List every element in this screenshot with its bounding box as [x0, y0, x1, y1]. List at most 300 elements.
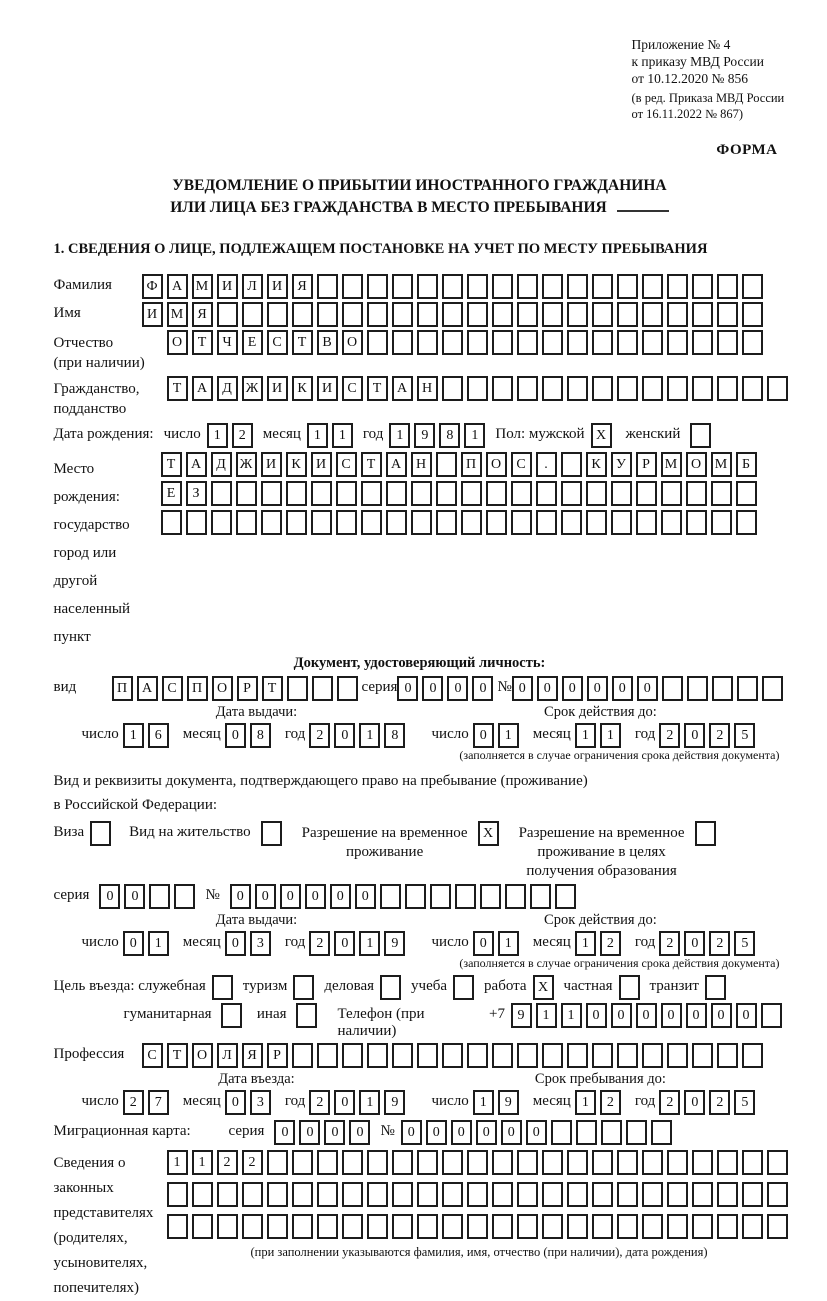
char-box[interactable] [317, 1214, 338, 1239]
char-box[interactable]: А [186, 452, 207, 477]
char-box[interactable] [567, 376, 588, 401]
char-box[interactable] [711, 510, 732, 535]
char-box[interactable] [617, 1214, 638, 1239]
char-box[interactable]: 0 [711, 1003, 732, 1028]
char-box[interactable] [486, 481, 507, 506]
char-box[interactable]: 1 [359, 1090, 380, 1115]
char-box[interactable] [380, 975, 401, 1000]
char-box[interactable] [367, 1182, 388, 1207]
char-box[interactable]: Ч [217, 330, 238, 355]
char-box[interactable] [551, 1120, 572, 1145]
char-box[interactable] [592, 376, 613, 401]
char-box[interactable]: 0 [473, 723, 494, 748]
char-box[interactable]: 1 [148, 931, 169, 956]
char-box[interactable] [367, 302, 388, 327]
char-box[interactable] [717, 274, 738, 299]
char-box[interactable] [442, 376, 463, 401]
char-box[interactable] [592, 1043, 613, 1068]
char-box[interactable]: 9 [384, 931, 405, 956]
sex-female-checkbox[interactable] [690, 423, 715, 448]
char-box[interactable] [467, 274, 488, 299]
char-box[interactable]: 0 [472, 676, 493, 701]
char-box[interactable] [342, 1150, 363, 1175]
char-box[interactable]: 0 [324, 1120, 345, 1145]
char-box[interactable] [561, 510, 582, 535]
char-box[interactable] [617, 330, 638, 355]
char-box[interactable]: 0 [225, 1090, 246, 1115]
char-box[interactable]: С [267, 330, 288, 355]
char-box[interactable] [380, 884, 401, 909]
char-box[interactable] [561, 452, 582, 477]
char-box[interactable]: А [386, 452, 407, 477]
char-box[interactable]: Е [161, 481, 182, 506]
char-box[interactable] [417, 274, 438, 299]
char-box[interactable] [417, 1150, 438, 1175]
char-box[interactable]: 0 [349, 1120, 370, 1145]
char-box[interactable] [492, 302, 513, 327]
char-box[interactable] [717, 330, 738, 355]
char-box[interactable] [217, 302, 238, 327]
char-box[interactable]: 2 [242, 1150, 263, 1175]
char-box[interactable] [761, 1003, 782, 1028]
char-box[interactable]: 0 [637, 676, 658, 701]
char-box[interactable]: Ф [142, 274, 163, 299]
char-box[interactable]: 0 [274, 1120, 295, 1145]
char-box[interactable] [767, 1182, 788, 1207]
char-box[interactable] [337, 676, 358, 701]
char-box[interactable]: 2 [309, 723, 330, 748]
char-box[interactable]: 1 [332, 423, 353, 448]
char-box[interactable]: 5 [734, 1090, 755, 1115]
char-box[interactable] [261, 481, 282, 506]
char-box[interactable] [287, 676, 308, 701]
char-box[interactable]: 5 [734, 723, 755, 748]
char-box[interactable] [542, 376, 563, 401]
char-box[interactable] [436, 481, 457, 506]
char-box[interactable]: Т [292, 330, 313, 355]
char-box[interactable] [611, 510, 632, 535]
char-box[interactable] [221, 1003, 242, 1028]
char-box[interactable] [692, 302, 713, 327]
char-box[interactable] [317, 302, 338, 327]
char-box[interactable] [592, 1182, 613, 1207]
purpose-tourism-checkbox[interactable] [293, 975, 318, 1000]
char-box[interactable] [336, 481, 357, 506]
title-blank-line[interactable] [617, 210, 669, 212]
char-box[interactable]: 0 [537, 676, 558, 701]
char-box[interactable] [542, 1150, 563, 1175]
char-box[interactable] [586, 481, 607, 506]
char-box[interactable] [692, 1214, 713, 1239]
char-box[interactable] [567, 302, 588, 327]
char-box[interactable]: Н [411, 452, 432, 477]
char-box[interactable]: 1 [207, 423, 228, 448]
char-box[interactable]: О [486, 452, 507, 477]
char-box[interactable] [411, 481, 432, 506]
char-box[interactable] [642, 1043, 663, 1068]
char-box[interactable]: 1 [359, 723, 380, 748]
char-box[interactable] [367, 274, 388, 299]
char-box[interactable] [486, 510, 507, 535]
temp-permit-checkbox[interactable] [478, 821, 503, 846]
char-box[interactable] [467, 302, 488, 327]
char-box[interactable]: 2 [659, 931, 680, 956]
char-box[interactable]: З [186, 481, 207, 506]
char-box[interactable] [192, 1182, 213, 1207]
char-box[interactable] [367, 1043, 388, 1068]
char-box[interactable]: У [611, 452, 632, 477]
char-box[interactable] [686, 510, 707, 535]
char-box[interactable]: П [461, 452, 482, 477]
char-box[interactable]: 0 [299, 1120, 320, 1145]
char-box[interactable] [430, 884, 451, 909]
char-box[interactable] [417, 302, 438, 327]
char-box[interactable] [592, 274, 613, 299]
char-box[interactable]: И [311, 452, 332, 477]
char-box[interactable] [642, 330, 663, 355]
char-box[interactable] [642, 274, 663, 299]
char-box[interactable] [312, 676, 333, 701]
char-box[interactable] [455, 884, 476, 909]
char-box[interactable]: 1 [575, 1090, 596, 1115]
char-box[interactable] [690, 423, 711, 448]
char-box[interactable] [492, 1214, 513, 1239]
char-box[interactable] [386, 510, 407, 535]
char-box[interactable] [174, 884, 195, 909]
char-box[interactable] [592, 330, 613, 355]
char-box[interactable]: А [137, 676, 158, 701]
char-box[interactable] [417, 1043, 438, 1068]
char-box[interactable] [342, 302, 363, 327]
char-box[interactable] [767, 1214, 788, 1239]
char-box[interactable]: 0 [512, 676, 533, 701]
char-box[interactable] [712, 676, 733, 701]
char-box[interactable] [567, 1182, 588, 1207]
char-box[interactable]: 0 [230, 884, 251, 909]
char-box[interactable] [211, 510, 232, 535]
char-box[interactable]: 0 [476, 1120, 497, 1145]
char-box[interactable]: А [167, 274, 188, 299]
char-box[interactable] [342, 274, 363, 299]
char-box[interactable]: 1 [575, 931, 596, 956]
char-box[interactable]: 0 [401, 1120, 422, 1145]
purpose-transit-checkbox[interactable] [705, 975, 730, 1000]
char-box[interactable] [292, 302, 313, 327]
char-box[interactable] [517, 1150, 538, 1175]
char-box[interactable]: Д [211, 452, 232, 477]
char-box[interactable]: 0 [661, 1003, 682, 1028]
char-box[interactable]: Л [242, 274, 263, 299]
char-box[interactable]: 0 [612, 676, 633, 701]
char-box[interactable]: В [317, 330, 338, 355]
char-box[interactable] [311, 481, 332, 506]
char-box[interactable]: 0 [255, 884, 276, 909]
char-box[interactable] [342, 1043, 363, 1068]
char-box[interactable] [492, 376, 513, 401]
char-box[interactable]: О [212, 676, 233, 701]
char-box[interactable]: М [192, 274, 213, 299]
char-box[interactable]: 2 [217, 1150, 238, 1175]
char-box[interactable]: 0 [334, 931, 355, 956]
char-box[interactable] [576, 1120, 597, 1145]
char-box[interactable] [186, 510, 207, 535]
temp-permit-edu-checkbox[interactable] [695, 821, 720, 846]
char-box[interactable]: Я [242, 1043, 263, 1068]
char-box[interactable] [567, 274, 588, 299]
char-box[interactable]: 1 [498, 931, 519, 956]
char-box[interactable]: К [292, 376, 313, 401]
char-box[interactable] [492, 274, 513, 299]
char-box[interactable] [717, 1043, 738, 1068]
char-box[interactable] [161, 510, 182, 535]
purpose-private-checkbox[interactable] [619, 975, 644, 1000]
char-box[interactable] [742, 302, 763, 327]
char-box[interactable]: Д [217, 376, 238, 401]
char-box[interactable] [267, 1150, 288, 1175]
char-box[interactable] [467, 376, 488, 401]
char-box[interactable] [392, 1150, 413, 1175]
char-box[interactable]: Б [736, 452, 757, 477]
char-box[interactable] [567, 330, 588, 355]
char-box[interactable] [511, 481, 532, 506]
char-box[interactable] [236, 510, 257, 535]
char-box[interactable] [742, 376, 763, 401]
char-box[interactable] [561, 481, 582, 506]
char-box[interactable] [211, 481, 232, 506]
char-box[interactable]: 1 [123, 723, 144, 748]
char-box[interactable] [705, 975, 726, 1000]
char-box[interactable] [492, 1182, 513, 1207]
char-box[interactable] [617, 376, 638, 401]
char-box[interactable] [242, 1182, 263, 1207]
char-box[interactable]: 0 [225, 723, 246, 748]
char-box[interactable]: 0 [422, 676, 443, 701]
purpose-business-checkbox[interactable] [380, 975, 405, 1000]
char-box[interactable] [661, 481, 682, 506]
char-box[interactable] [517, 1182, 538, 1207]
char-box[interactable] [636, 481, 657, 506]
char-box[interactable]: И [261, 452, 282, 477]
char-box[interactable] [555, 884, 576, 909]
char-box[interactable]: 9 [498, 1090, 519, 1115]
char-box[interactable]: 2 [709, 1090, 730, 1115]
char-box[interactable] [567, 1150, 588, 1175]
char-box[interactable]: С [142, 1043, 163, 1068]
char-box[interactable]: Т [192, 330, 213, 355]
char-box[interactable] [767, 1150, 788, 1175]
char-box[interactable]: 3 [250, 931, 271, 956]
char-box[interactable] [692, 376, 713, 401]
char-box[interactable]: 0 [736, 1003, 757, 1028]
char-box[interactable] [511, 510, 532, 535]
char-box[interactable] [342, 1214, 363, 1239]
char-box[interactable]: 8 [384, 723, 405, 748]
char-box[interactable]: 1 [307, 423, 328, 448]
char-box[interactable] [617, 1150, 638, 1175]
char-box[interactable]: 6 [148, 723, 169, 748]
char-box[interactable]: 0 [305, 884, 326, 909]
char-box[interactable] [742, 1214, 763, 1239]
char-box[interactable] [717, 302, 738, 327]
char-box[interactable] [667, 1214, 688, 1239]
char-box[interactable]: А [392, 376, 413, 401]
char-box[interactable] [267, 302, 288, 327]
char-box[interactable]: О [686, 452, 707, 477]
char-box[interactable]: Ж [242, 376, 263, 401]
char-box[interactable] [442, 302, 463, 327]
char-box[interactable] [592, 1150, 613, 1175]
char-box[interactable] [717, 1214, 738, 1239]
char-box[interactable] [667, 376, 688, 401]
char-box[interactable] [626, 1120, 647, 1145]
char-box[interactable] [417, 330, 438, 355]
char-box[interactable] [367, 330, 388, 355]
char-box[interactable] [667, 330, 688, 355]
char-box[interactable] [742, 274, 763, 299]
purpose-official-checkbox[interactable] [212, 975, 237, 1000]
char-box[interactable] [711, 481, 732, 506]
char-box[interactable]: 0 [473, 931, 494, 956]
char-box[interactable]: X [478, 821, 499, 846]
char-box[interactable] [236, 481, 257, 506]
char-box[interactable]: 0 [636, 1003, 657, 1028]
char-box[interactable]: 0 [123, 931, 144, 956]
char-box[interactable]: 0 [397, 676, 418, 701]
char-box[interactable] [601, 1120, 622, 1145]
char-box[interactable]: 0 [426, 1120, 447, 1145]
char-box[interactable] [392, 1182, 413, 1207]
char-box[interactable]: 1 [359, 931, 380, 956]
char-box[interactable] [762, 676, 783, 701]
purpose-humanitarian-checkbox[interactable] [221, 1003, 246, 1028]
char-box[interactable]: 0 [684, 723, 705, 748]
char-box[interactable] [336, 510, 357, 535]
char-box[interactable]: Т [167, 1043, 188, 1068]
char-box[interactable] [737, 676, 758, 701]
char-box[interactable]: Я [192, 302, 213, 327]
char-box[interactable] [442, 1150, 463, 1175]
char-box[interactable] [742, 330, 763, 355]
char-box[interactable] [667, 1182, 688, 1207]
char-box[interactable] [686, 481, 707, 506]
char-box[interactable] [567, 1214, 588, 1239]
char-box[interactable]: 0 [586, 1003, 607, 1028]
char-box[interactable] [536, 510, 557, 535]
char-box[interactable] [317, 274, 338, 299]
char-box[interactable]: 0 [562, 676, 583, 701]
char-box[interactable] [217, 1182, 238, 1207]
char-box[interactable] [542, 1182, 563, 1207]
char-box[interactable]: Л [217, 1043, 238, 1068]
char-box[interactable] [311, 510, 332, 535]
char-box[interactable] [367, 1150, 388, 1175]
char-box[interactable] [651, 1120, 672, 1145]
char-box[interactable]: О [167, 330, 188, 355]
char-box[interactable] [392, 1043, 413, 1068]
char-box[interactable]: 1 [389, 423, 410, 448]
char-box[interactable] [461, 481, 482, 506]
char-box[interactable]: 1 [561, 1003, 582, 1028]
char-box[interactable]: С [342, 376, 363, 401]
char-box[interactable] [619, 975, 640, 1000]
char-box[interactable] [517, 274, 538, 299]
visa-checkbox[interactable] [90, 821, 115, 846]
char-box[interactable] [642, 376, 663, 401]
char-box[interactable] [442, 1214, 463, 1239]
char-box[interactable] [592, 1214, 613, 1239]
char-box[interactable]: О [192, 1043, 213, 1068]
char-box[interactable] [636, 510, 657, 535]
char-box[interactable]: Т [161, 452, 182, 477]
char-box[interactable] [405, 884, 426, 909]
char-box[interactable]: И [142, 302, 163, 327]
char-box[interactable] [411, 510, 432, 535]
char-box[interactable] [517, 1043, 538, 1068]
char-box[interactable] [592, 302, 613, 327]
char-box[interactable] [492, 330, 513, 355]
char-box[interactable] [242, 302, 263, 327]
char-box[interactable]: М [661, 452, 682, 477]
char-box[interactable]: Т [361, 452, 382, 477]
purpose-work-checkbox[interactable] [533, 975, 558, 1000]
char-box[interactable]: Ж [236, 452, 257, 477]
char-box[interactable] [261, 510, 282, 535]
char-box[interactable] [417, 1182, 438, 1207]
char-box[interactable] [517, 1214, 538, 1239]
char-box[interactable]: 2 [309, 931, 330, 956]
char-box[interactable]: 0 [686, 1003, 707, 1028]
char-box[interactable] [286, 510, 307, 535]
purpose-other-checkbox[interactable] [296, 1003, 321, 1028]
char-box[interactable] [317, 1043, 338, 1068]
char-box[interactable] [492, 1150, 513, 1175]
char-box[interactable] [611, 481, 632, 506]
char-box[interactable] [642, 1182, 663, 1207]
char-box[interactable] [586, 510, 607, 535]
char-box[interactable] [492, 1043, 513, 1068]
char-box[interactable] [442, 1043, 463, 1068]
sex-male-checkbox[interactable] [591, 423, 616, 448]
char-box[interactable] [392, 1214, 413, 1239]
char-box[interactable] [480, 884, 501, 909]
char-box[interactable] [292, 1182, 313, 1207]
char-box[interactable] [217, 1214, 238, 1239]
char-box[interactable] [292, 1043, 313, 1068]
char-box[interactable]: 7 [148, 1090, 169, 1115]
char-box[interactable] [642, 302, 663, 327]
char-box[interactable] [442, 1182, 463, 1207]
char-box[interactable] [442, 274, 463, 299]
char-box[interactable]: 9 [414, 423, 435, 448]
char-box[interactable] [286, 481, 307, 506]
char-box[interactable]: 3 [250, 1090, 271, 1115]
char-box[interactable] [617, 302, 638, 327]
char-box[interactable] [617, 274, 638, 299]
char-box[interactable]: 9 [384, 1090, 405, 1115]
char-box[interactable] [667, 1150, 688, 1175]
char-box[interactable]: X [591, 423, 612, 448]
char-box[interactable]: Т [262, 676, 283, 701]
char-box[interactable] [692, 330, 713, 355]
char-box[interactable]: 1 [473, 1090, 494, 1115]
char-box[interactable]: 2 [659, 723, 680, 748]
char-box[interactable]: 0 [611, 1003, 632, 1028]
char-box[interactable] [467, 1214, 488, 1239]
char-box[interactable] [717, 1150, 738, 1175]
char-box[interactable] [149, 884, 170, 909]
char-box[interactable] [542, 1043, 563, 1068]
char-box[interactable]: И [217, 274, 238, 299]
